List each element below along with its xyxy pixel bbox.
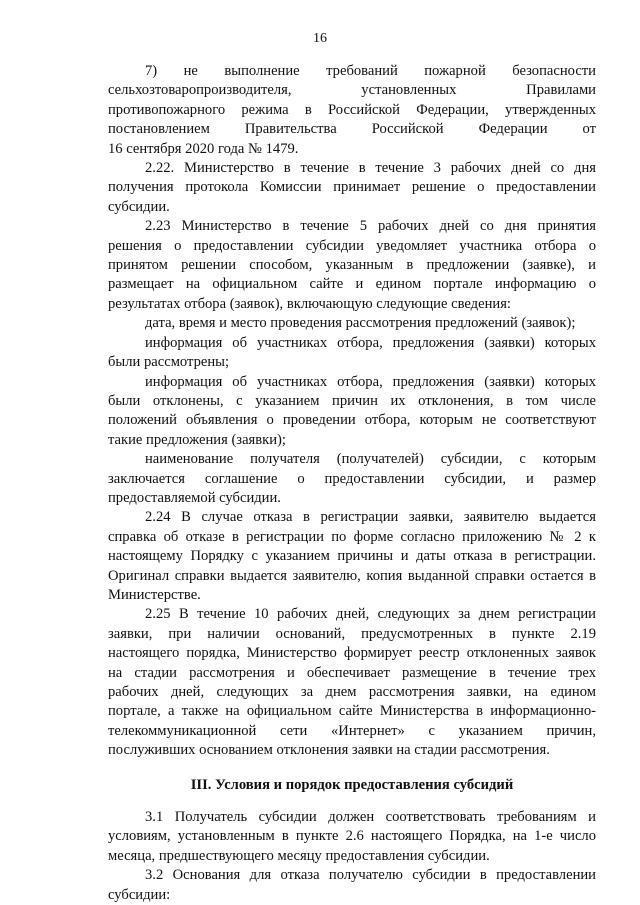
page-number: 16: [313, 31, 327, 46]
paragraphs-before-heading: [108, 62, 596, 761]
text-line: получения протокола Комиссии принимает решение о предоставлении: [108, 179, 596, 196]
text-line: портале, а также на официальном сайте Министерства в информационно-: [108, 703, 596, 720]
document-body: [108, 62, 596, 905]
paragraph-item-rejected: [108, 373, 596, 451]
text-line: принятом решении способом, указанным в предложении (заявке), и: [108, 257, 596, 274]
section-heading: III. Условия и порядок предоставления субсидий: [190, 776, 514, 793]
text-line: телекоммуникационной сети «Интернет» с указанием причин,: [108, 722, 596, 739]
paragraph-item-recipient: [108, 450, 596, 508]
text-line: информация об участниках отбора, предложения (заявки) которых: [145, 373, 596, 390]
paragraphs-after-heading: [108, 808, 596, 905]
text-line: положений объявления о проведении отбора, которым не соответствуют: [108, 412, 596, 429]
text-line: 16 сентября 2020 года № 1479.: [108, 140, 299, 157]
text-line: 3.2 Основания для отказа получателю субсидии в предоставлении: [145, 867, 596, 884]
paragraph-clause-2-23: [108, 217, 596, 314]
paragraph-item-date: [108, 314, 596, 333]
text-line: предоставляемой субсидии.: [108, 489, 281, 506]
text-line: 3.1 Получатель субсидии должен соответствовать требованиям и: [145, 809, 596, 826]
text-line: месяца, предшествующего месяцу предоставления субсидии.: [108, 847, 490, 864]
text-line: противопожарного режима в Российской Федерации, утвержденных: [108, 101, 596, 118]
text-line: субсидии:: [108, 886, 171, 903]
text-line: Министерстве.: [108, 586, 201, 603]
paragraph-item-7: [108, 62, 596, 159]
text-line: 2.22. Министерство в течение в течение 3 рабочих дней со дня: [145, 160, 596, 177]
text-line: дата, время и место проведения рассмотрения предложений (заявок);: [145, 315, 576, 332]
text-line: результатах отбора (заявок), включающую следующие сведения:: [108, 295, 511, 312]
text-line: на стадии рассмотрения и обеспечивает размещение в течение трех: [108, 664, 596, 681]
text-line: 2.24 В случае отказа в регистрации заявки, заявителю выдается: [145, 509, 596, 526]
text-line: размещает на официальном сайте и едином портале информацию о: [108, 276, 596, 293]
paragraph-clause-3-1: [108, 808, 596, 866]
paragraph-item-considered: [108, 334, 596, 373]
text-line: информация об участниках отбора, предложения (заявки) которых: [145, 334, 596, 351]
text-line: субсидии.: [108, 198, 170, 215]
text-line: 2.23 Министерство в течение 5 рабочих дней со дня принятия: [145, 218, 596, 235]
text-line: условиям, установленным в пункте 2.6 настоящего Порядка, на 1-е число: [108, 828, 596, 845]
text-line: настоящему Порядку с указанием причины и даты отказа в регистрации.: [108, 548, 596, 565]
paragraph-clause-2-22: [108, 159, 596, 217]
text-line: были рассмотрены;: [108, 354, 230, 371]
paragraph-clause-2-24: [108, 508, 596, 605]
paragraph-clause-2-25: [108, 605, 596, 760]
text-line: сельхозтоваропроизводителя, установленных Правилами: [108, 82, 596, 99]
text-line: настоящего порядка, Министерство формирует реестр отклоненных заявок: [108, 645, 596, 662]
text-line: такие предложения (заявки);: [108, 431, 286, 448]
text-line: справка об отказе в регистрации по форме согласно приложению № 2 к: [108, 528, 596, 545]
text-line: наименование получателя (получателей) субсидии, с которым: [145, 451, 596, 468]
text-line: решения о предоставлении субсидии уведомляет участника отбора о: [108, 237, 596, 254]
text-line: послуживших основанием отклонения заявки на стадии рассмотрения.: [108, 742, 550, 759]
text-line: 2.25 В течение 10 рабочих дней, следующих за днем регистрации: [145, 606, 596, 623]
paragraph-clause-3-2: [108, 866, 596, 905]
text-line: Оригинал справки выдается заявителю, копия выданной справки остается в: [108, 567, 596, 584]
text-line: заявки, при наличии оснований, предусмотренных в пункте 2.19: [108, 625, 596, 642]
text-line: постановлением Правительства Российской Федерации от: [108, 121, 596, 138]
text-line: заключается соглашение о предоставлении субсидии, и размер: [108, 470, 596, 487]
text-line: 7) не выполнение требований пожарной безопасности: [145, 63, 596, 79]
text-line: были отклонены, с указанием причин их отклонения, в том числе: [108, 392, 596, 409]
text-line: рабочих дней, следующих за днем рассмотрения заявки, на едином: [108, 684, 596, 700]
